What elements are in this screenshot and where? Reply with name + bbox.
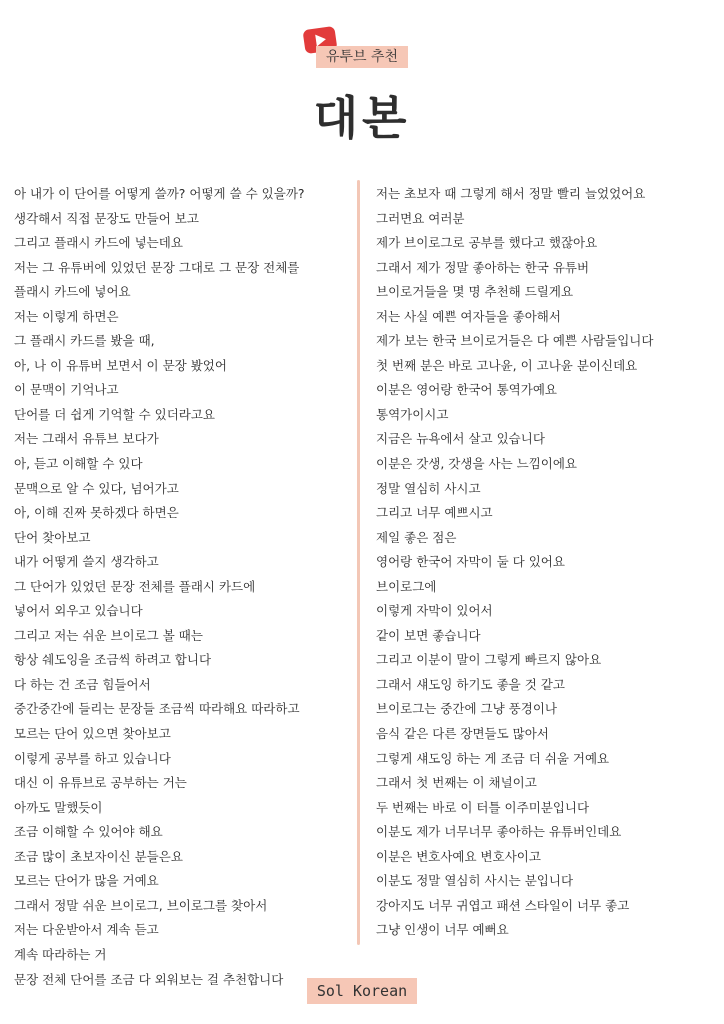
script-line: 그리고 이분이 말이 그렇게 빠르지 않아요 (376, 652, 602, 668)
script-line: 음식 같은 다른 장면들도 많아서 (376, 726, 549, 742)
script-line: 브이로그에 (376, 578, 437, 594)
script-line: 넣어서 외우고 있습니다 (14, 603, 143, 619)
page-header (0, 0, 724, 160)
script-line: 이 문맥이 기억나고 (14, 382, 119, 398)
script-line: 모르는 단어 있으면 찾아보고 (14, 726, 171, 742)
script-line: 브이로그는 중간에 그냥 풍경이나 (376, 701, 557, 717)
script-line: 그 플래시 카드를 봤을 때, (14, 333, 155, 349)
script-line: 그렇게 섀도잉 하는 게 조금 더 쉬울 거예요 (376, 750, 610, 766)
script-line: 단어 찾아보고 (14, 529, 91, 545)
script-line: 이분도 정말 열심히 사시는 분입니다 (376, 873, 574, 889)
column-divider (357, 180, 360, 945)
script-line: 내가 어떻게 쓸지 생각하고 (14, 554, 159, 570)
script-line: 그러면요 여러분 (376, 210, 465, 226)
script-line: 다 하는 건 조금 힘들어서 (14, 676, 151, 692)
script-line: 모르는 단어가 많을 거예요 (14, 873, 159, 889)
script-line: 저는 그래서 유튜브 보다가 (14, 431, 159, 447)
script-line: 아 내가 이 단어를 어떻게 쓸까? 어떻게 쓸 수 있을까? (14, 186, 305, 201)
script-line: 강아지도 너무 귀엽고 패션 스타일이 너무 좋고 (376, 897, 630, 913)
script-line: 이분은 갓생, 갓생을 사는 느낌이에요 (376, 456, 577, 472)
script-column-right (376, 182, 716, 943)
script-line: 두 번째는 바로 이 터틀 이주미분입니다 (376, 799, 590, 815)
script-line: 계속 따라하는 거 (14, 946, 107, 962)
script-line: 같이 보면 좋습니다 (376, 627, 481, 643)
script-line: 그래서 섀도잉 하기도 좋을 것 같고 (376, 676, 565, 692)
script-line: 첫 번째 분은 바로 고나윤, 이 고나윤 분이신데요 (376, 357, 638, 373)
script-line: 플래시 카드에 넣어요 (14, 284, 131, 300)
script-line: 아, 듣고 이해할 수 있다 (14, 456, 143, 472)
brand-footer: Sol Korean (307, 978, 417, 1004)
script-line: 조금 많이 초보자이신 분들은요 (14, 848, 183, 864)
script-line: 저는 사실 예쁜 여자들을 좋아해서 (376, 308, 561, 324)
script-line: 지금은 뉴욕에서 살고 있습니다 (376, 431, 545, 447)
script-line: 그냥 인생이 너무 예뻐요 (376, 922, 509, 938)
script-line: 조금 이해할 수 있어야 해요 (14, 824, 163, 840)
script-line: 브이로거들을 몇 명 추천해 드릴게요 (376, 284, 574, 300)
script-line: 영어랑 한국어 자막이 둘 다 있어요 (376, 554, 565, 570)
script-line: 항상 쉐도잉을 조금씩 하려고 합니다 (14, 652, 212, 668)
script-line: 중간중간에 들리는 문장들 조금씩 따라해요 따라하고 (14, 701, 300, 717)
script-line: 문맥으로 알 수 있다, 넘어가고 (14, 480, 179, 496)
script-line: 그래서 정말 쉬운 브이로그, 브이로그를 찾아서 (14, 897, 268, 913)
script-line: 그 단어가 있었던 문장 전체를 플래시 카드에 (14, 578, 256, 594)
script-line: 아까도 말했듯이 (14, 799, 103, 815)
script-line: 이렇게 공부를 하고 있습니다 (14, 750, 171, 766)
script-line: 이분도 제가 너무너무 좋아하는 유튜버인데요 (376, 824, 622, 840)
script-line: 문장 전체 단어를 조금 다 외워보는 걸 추천합니다 (14, 971, 284, 987)
script-line: 이분은 영어랑 한국어 통역가예요 (376, 382, 557, 398)
script-line: 아, 이해 진짜 못하겠다 하면은 (14, 505, 179, 521)
script-line: 그리고 저는 쉬운 브이로그 볼 때는 (14, 627, 203, 643)
script-line: 생각해서 직접 문장도 만들어 보고 (14, 210, 199, 226)
script-line: 제일 좋은 점은 (376, 529, 457, 545)
script-column-left (14, 182, 354, 992)
script-line: 이분은 변호사예요 변호사이고 (376, 848, 541, 864)
tag-label: 유투브 추천 (316, 46, 408, 68)
script-line: 제가 브이로그로 공부를 했다고 했잖아요 (376, 235, 598, 251)
page-title: 대본 (313, 91, 411, 145)
script-line: 이렇게 자막이 있어서 (376, 603, 493, 619)
script-line: 저는 그 유튜버에 있었던 문장 그대로 그 문장 전체를 (14, 259, 300, 275)
script-line: 제가 보는 한국 브이로거들은 다 예쁜 사람들입니다 (376, 333, 654, 349)
script-line: 그래서 첫 번째는 이 채널이고 (376, 775, 537, 791)
script-line: 대신 이 유튜브로 공부하는 거는 (14, 775, 187, 791)
script-line: 저는 초보자 때 그렇게 해서 정말 빨리 늘었었어요 (376, 186, 646, 201)
script-line: 그리고 너무 예쁘시고 (376, 505, 493, 521)
script-line: 저는 이렇게 하면은 (14, 308, 119, 324)
script-line: 그리고 플래시 카드에 넣는데요 (14, 235, 183, 251)
script-line: 통역가이시고 (376, 406, 449, 422)
script-line: 저는 다운받아서 계속 듣고 (14, 922, 159, 938)
script-line: 그래서 제가 정말 좋아하는 한국 유튜버 (376, 259, 590, 275)
script-line: 정말 열심히 사시고 (376, 480, 481, 496)
script-line: 단어를 더 쉽게 기억할 수 있더라고요 (14, 406, 215, 422)
script-line: 아, 나 이 유튜버 보면서 이 문장 봤었어 (14, 357, 227, 373)
